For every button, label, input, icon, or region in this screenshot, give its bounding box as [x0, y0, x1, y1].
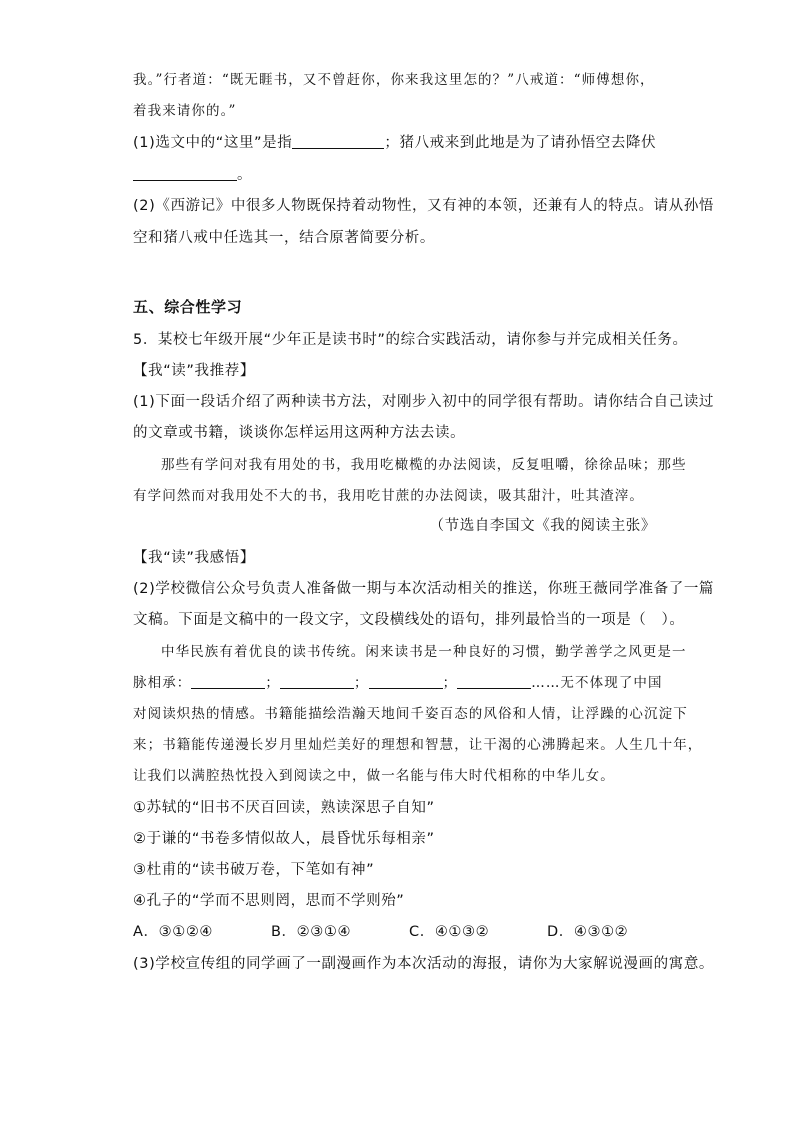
- passage-text: ……无不体现了中国: [531, 675, 663, 691]
- question-5-intro: 5．某校七年级开展“少年正是读书时”的综合实践活动，请你参与并完成相关任务。: [133, 332, 688, 348]
- answer-blank[interactable]: [133, 167, 237, 181]
- question-text: 的文章或书籍，谈谈你怎样运用这两种方法去读。: [133, 425, 466, 441]
- question-2: 空和猪八戒中任选其一，结合原著简要分析。: [133, 230, 435, 246]
- passage-line: 让我们以满腔热忱投入到阅读之中，做一名能与伟大时代相称的中华儿女。: [133, 768, 615, 784]
- passage-line: 来；书籍能传递漫长岁月里灿烂美好的理想和智慧，让干渴的心沸腾起来。人生几十年，: [133, 737, 703, 753]
- question-text: 。: [237, 167, 253, 183]
- question-text: (1)选文中的“这里”是指: [133, 135, 293, 151]
- answer-blank[interactable]: [457, 675, 531, 689]
- answer-blank[interactable]: [292, 135, 384, 149]
- answer-blank[interactable]: [369, 675, 443, 689]
- answer-blank[interactable]: [191, 675, 265, 689]
- option-c[interactable]: C．④①③②: [409, 924, 490, 940]
- question-text: (1)下面一段话介绍了两种读书方法，对刚步入初中的同学很有帮助。请你结合自己读过: [133, 394, 715, 410]
- subheading: 【我“读”我推荐】: [133, 363, 255, 379]
- answer-options: [133, 920, 628, 941]
- question-text: 文稿。下面是文稿中的一段文字，文段横线处的语句，排列最恰当的一项是（ ）。: [133, 612, 685, 628]
- list-item: ②于谦的“书卷多情似故人，晨昏忧乐每相亲”: [133, 831, 435, 847]
- question-text: (2)学校微信公众号负责人准备做一期与本次活动相关的推送，你班王薇同学准备了一篇: [133, 581, 715, 597]
- answer-blank[interactable]: [280, 675, 354, 689]
- question-1: [133, 131, 656, 152]
- quote-line: 我。”行者道：“既无睚书，又不曾赶你，你来我这里怎的？”八戒道：“师傅想你，: [133, 72, 655, 88]
- passage-text: 脉相承：: [133, 675, 192, 691]
- quote-line: 有学问然而对我用处不大的书，我用吃甘蔗的办法阅读，吸其甜汁，吐其渣滓。: [133, 488, 644, 504]
- list-item: ④孔子的“学而不思则罔，思而不学则殆”: [133, 893, 405, 909]
- quote-line: 着我来请你的。”: [133, 103, 237, 119]
- question-text: (3)学校宣传组的同学画了一副漫画作为本次活动的海报，请你为大家解说漫画的寓意。: [133, 956, 715, 972]
- subheading: 【我“读”我感悟】: [133, 550, 255, 566]
- quote-source: （节选自李国文《我的阅读主张》: [429, 518, 656, 534]
- separator: ；: [442, 675, 458, 691]
- section-heading: 五、综合性学习: [133, 298, 243, 316]
- question-2: (2)《西游记》中很多人物既保持着动物性，又有神的本领，还兼有人的特点。请从孙悟: [133, 198, 715, 214]
- list-item: ③杜甫的“读书破万卷，下笔如有神”: [133, 862, 375, 878]
- list-item: ①苏轼的“旧书不厌百回读，熟读深思子自知”: [133, 800, 435, 816]
- option-a[interactable]: A．③①②④: [133, 924, 214, 940]
- passage-line: 中华民族有着优良的读书传统。闲来读书是一种良好的习惯，勤学善学之风更是一: [161, 644, 687, 660]
- question-text: ；猪八戒来到此地是为了请孙悟空去降伏: [384, 135, 657, 151]
- option-d[interactable]: D．④③①②: [547, 924, 629, 940]
- question-1-cont: [133, 163, 252, 184]
- separator: ；: [265, 675, 281, 691]
- passage-line: [133, 671, 663, 691]
- quote-line: 那些有学问对我有用处的书，我用吃橄榄的办法阅读，反复咀嚼，徐徐品味；那些: [161, 457, 687, 473]
- passage-line: 对阅读炽热的情感。书籍能描绘浩瀚天地间千姿百态的风俗和人情，让浮躁的心沉淀下: [133, 706, 688, 722]
- separator: ；: [354, 675, 369, 691]
- option-b[interactable]: B．②③①④: [271, 924, 352, 940]
